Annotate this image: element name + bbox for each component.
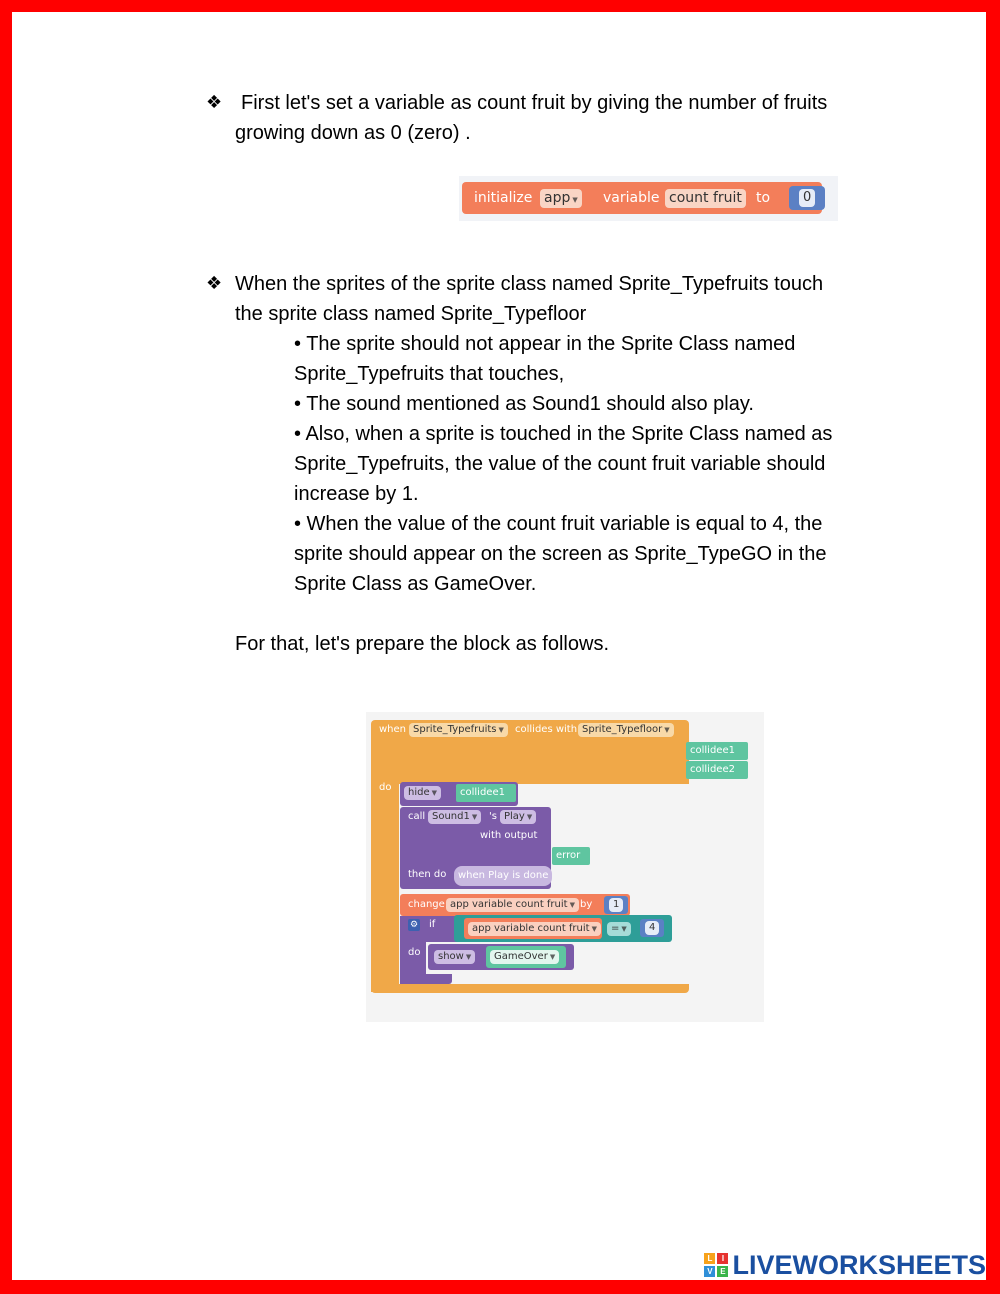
operator-value: = <box>611 923 620 934</box>
hide-dropdown[interactable] <box>404 786 441 800</box>
gameover-dropdown[interactable] <box>490 950 559 964</box>
liveworksheets-logo-icon: L I V E <box>704 1253 728 1277</box>
method-value: Play <box>504 811 525 822</box>
scope-value: app <box>544 190 571 206</box>
compare-number-field[interactable]: 4 <box>645 921 659 935</box>
error-output[interactable]: error <box>552 847 590 865</box>
sound-value: Sound1 <box>432 811 470 822</box>
sound-dropdown[interactable] <box>428 810 481 824</box>
condition-variable-dropdown[interactable] <box>468 922 601 936</box>
dropdown-arrow-icon: ▼ <box>591 925 597 933</box>
sub-line-4: • Also, when a sprite is touched in the Sprite Class named as <box>294 423 833 445</box>
initialize-keyword: initialize <box>474 190 533 206</box>
dropdown-arrow-icon: ▼ <box>526 813 533 821</box>
sprite-b-dropdown[interactable] <box>578 723 674 737</box>
dropdown-arrow-icon: ▼ <box>465 953 472 961</box>
brand-name: LIVEWORKSHEETS <box>732 1249 986 1280</box>
then-do-label: then do <box>408 869 447 880</box>
when-play-done-slot[interactable]: when Play is done <box>454 866 552 886</box>
gameover-value: GameOver <box>494 951 548 962</box>
dropdown-arrow-icon: ▼ <box>569 901 575 909</box>
closing-line: For that, let's prepare the block as follows. <box>235 633 609 655</box>
collision-event-block[interactable] <box>366 712 764 1022</box>
dropdown-arrow-icon: ▼ <box>498 726 504 734</box>
sprite-b-value: Sprite_Typefloor <box>582 724 663 735</box>
sub-line-5: Sprite_Typefruits, the value of the count fruit variable should <box>294 453 826 475</box>
change-keyword: change <box>408 899 445 910</box>
diamond-bullet-icon: ❖ <box>206 273 223 293</box>
call-keyword: call <box>408 811 426 822</box>
do-keyword: do <box>379 782 392 793</box>
method-dropdown[interactable] <box>500 810 536 824</box>
sub-line-2: Sprite_Typefruits that touches, <box>294 363 565 385</box>
gear-icon[interactable]: ⚙ <box>409 920 419 930</box>
dropdown-arrow-icon: ▼ <box>431 789 438 797</box>
dropdown-arrow-icon: ▼ <box>572 196 578 204</box>
liveworksheets-logo <box>704 1250 986 1280</box>
dropdown-arrow-icon: ▼ <box>471 813 478 821</box>
intro-line-2: growing down as 0 (zero) . <box>235 122 471 144</box>
intro-line-1: First let's set a variable as count fruit by giving the number of fruits <box>241 92 828 114</box>
dropdown-arrow-icon: ▼ <box>664 726 670 734</box>
sub-line-1: • The sprite should not appear in the Sprite Class named <box>294 333 796 355</box>
when-keyword: when <box>379 724 407 735</box>
variable-keyword: variable <box>603 190 660 206</box>
sprite-a-dropdown[interactable] <box>409 723 508 737</box>
diamond-bullet-icon: ❖ <box>206 92 223 112</box>
to-keyword: to <box>756 190 771 206</box>
condition-variable-value: app variable count fruit <box>472 923 590 934</box>
with-output-label: with output <box>480 830 538 841</box>
hide-value: hide <box>408 787 430 798</box>
dropdown-arrow-icon: ▼ <box>549 953 556 961</box>
possessive-label: 's <box>489 811 497 822</box>
sub-line-7: • When the value of the count fruit variable is equal to 4, the <box>294 513 823 535</box>
hide-argument[interactable]: collidee1 <box>456 784 516 802</box>
if-keyword: if <box>429 919 436 930</box>
change-variable-dropdown[interactable] <box>446 898 579 912</box>
section2-line-1: When the sprites of the sprite class named Sprite_Typefruits touch <box>235 273 824 295</box>
sprite-a-value: Sprite_Typefruits <box>413 724 497 735</box>
variable-name-field[interactable]: count fruit <box>665 189 746 208</box>
by-number-field[interactable]: 1 <box>609 898 623 912</box>
initialize-variable-block[interactable] <box>459 176 838 221</box>
section2-line-2: the sprite class named Sprite_Typefloor <box>235 303 587 325</box>
change-variable-value: app variable count fruit <box>450 899 568 910</box>
collidee1-output[interactable]: collidee1 <box>686 742 748 760</box>
number-field[interactable]: 0 <box>799 189 815 207</box>
show-dropdown[interactable] <box>434 950 475 964</box>
collidee2-output[interactable]: collidee2 <box>686 761 748 779</box>
sub-line-3: • The sound mentioned as Sound1 should also play. <box>294 393 754 415</box>
operator-dropdown[interactable] <box>607 922 631 936</box>
show-value: show <box>438 951 464 962</box>
collides-keyword: collides with <box>515 724 578 735</box>
sub-line-9: Sprite Class as GameOver. <box>294 573 537 595</box>
do-keyword-inner: do <box>408 947 421 958</box>
dropdown-arrow-icon: ▼ <box>621 925 627 933</box>
sub-line-8: sprite should appear on the screen as Sprite_TypeGO in the <box>294 543 827 565</box>
by-keyword: by <box>580 899 593 910</box>
scope-dropdown[interactable] <box>540 189 582 208</box>
sub-line-6: increase by 1. <box>294 483 419 505</box>
